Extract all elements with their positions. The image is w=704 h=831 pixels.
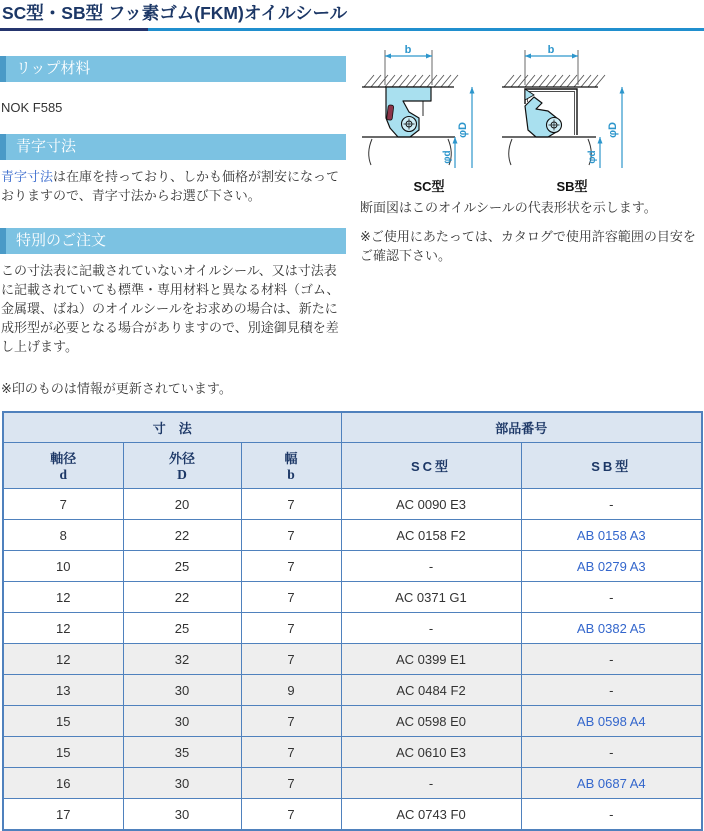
column-header-width [241, 443, 341, 489]
dimension-d-label: φd [587, 150, 598, 164]
blue-dimensions-paragraph [1, 167, 346, 205]
title-underline [0, 28, 704, 31]
cell-sc-part-number: - [341, 768, 521, 799]
cell-shaft-diameter: 13 [3, 675, 123, 706]
cell-outer-diameter: 20 [123, 489, 241, 520]
arrowhead-icon [385, 54, 391, 59]
cell-width: 7 [241, 706, 341, 737]
shaft-break-arc [509, 139, 512, 165]
sc-type-figure [360, 42, 498, 195]
left-column [0, 42, 346, 398]
table-row [3, 551, 702, 582]
cell-sb-part-number: - [521, 489, 702, 520]
usage-note: ※ご使用にあたっては、カタログで使用許容範囲の目安をご確認下さい。 [360, 229, 696, 263]
cell-shaft-diameter: 7 [3, 489, 123, 520]
dimension-b-label: b [547, 44, 555, 56]
cell-sc-part-number: AC 0090 E3 [341, 489, 521, 520]
cell-shaft-diameter: 12 [3, 613, 123, 644]
special-order-paragraph: この寸法表に記載されていないオイルシール、又は寸法表に記載されていても標準・専用材料と異なる材料（ゴム、金属環、ばね）のオイルシールをお求めの場合は、新たに成形型が必要となる場合がありますので、別途御見積を差し上げます。 [1, 263, 340, 354]
table-row [3, 737, 702, 768]
cell-sb-part-number: - [521, 799, 702, 831]
page-title: SC型・SB型 フッ素ゴム(FKM)オイルシール [2, 3, 348, 23]
table-row [3, 582, 702, 613]
table-row [3, 675, 702, 706]
section-header-blue-dimensions: 青字寸法 [0, 134, 346, 160]
cell-shaft-diameter: 15 [3, 706, 123, 737]
sb-type-label: SB型 [556, 179, 588, 194]
parts-table [2, 411, 703, 831]
cell-sb-part-number: - [521, 582, 702, 613]
table-row [3, 706, 702, 737]
section-header-special-order: 特別のご注文 [0, 228, 346, 254]
update-note: ※印のものは情報が更新されています。 [1, 381, 232, 396]
cell-shaft-diameter: 10 [3, 551, 123, 582]
title-underline-light-segment [148, 28, 704, 31]
cell-width: 7 [241, 520, 341, 551]
table-row [3, 644, 702, 675]
cell-width: 7 [241, 613, 341, 644]
cell-shaft-diameter: 12 [3, 644, 123, 675]
cell-sc-part-number: - [341, 613, 521, 644]
diagram-caption: 断面図はこのオイルシールの代表形状を示します。 [360, 200, 657, 215]
cell-sc-part-number: AC 0484 F2 [341, 675, 521, 706]
table-group-header-row [3, 412, 702, 443]
arrowhead-icon [572, 54, 578, 59]
cell-width: 7 [241, 582, 341, 613]
dimension-d-label: φd [442, 150, 453, 164]
content-area [0, 42, 704, 398]
cell-sc-part-number: AC 0399 E1 [341, 644, 521, 675]
arrowhead-icon [470, 87, 475, 94]
cell-sc-part-number: AC 0158 F2 [341, 520, 521, 551]
blue-dimensions-link[interactable]: 青字寸法 [1, 169, 54, 184]
diagram-area [360, 42, 704, 195]
table-row [3, 613, 702, 644]
cell-outer-diameter: 30 [123, 675, 241, 706]
shaft-break-arc [369, 139, 372, 165]
cell-sc-part-number: AC 0598 E0 [341, 706, 521, 737]
cell-outer-diameter: 22 [123, 582, 241, 613]
title-underline-dark-segment [0, 28, 148, 31]
dimension-D-label: φD [607, 122, 619, 138]
blue-dimensions-text: は在庫を持っており、しかも価格が割安になっておりますので、青字寸法からお選び下さい。 [1, 169, 340, 203]
cell-outer-diameter: 30 [123, 799, 241, 831]
group-header-dimensions: 寸 法 [3, 412, 341, 443]
column-header-shaft-diameter [3, 443, 123, 489]
lip-material-value: NOK F585 [1, 100, 63, 115]
table-row [3, 799, 702, 831]
column-label: 幅 [284, 451, 298, 466]
column-label: 外径 [168, 451, 195, 466]
sb-part-number-link[interactable]: AB 0158 A3 [521, 520, 702, 551]
cell-width: 7 [241, 799, 341, 831]
cell-shaft-diameter: 17 [3, 799, 123, 831]
sb-part-number-link[interactable]: AB 0279 A3 [521, 551, 702, 582]
column-symbol: d [59, 467, 67, 482]
sb-part-number-link[interactable]: AB 0598 A4 [521, 706, 702, 737]
cell-sb-part-number: - [521, 644, 702, 675]
group-header-part-numbers: 部品番号 [341, 412, 702, 443]
right-column [360, 42, 704, 398]
dimension-b-label: b [404, 44, 412, 56]
cell-shaft-diameter: 12 [3, 582, 123, 613]
cell-sb-part-number: - [521, 737, 702, 768]
cell-sc-part-number: AC 0743 F0 [341, 799, 521, 831]
cell-outer-diameter: 32 [123, 644, 241, 675]
cell-outer-diameter: 30 [123, 768, 241, 799]
dimension-D-label: φD [457, 122, 469, 138]
column-label: 軸径 [50, 451, 77, 466]
hatching [364, 75, 458, 87]
sb-type-figure [498, 42, 646, 195]
column-header-outer-diameter [123, 443, 241, 489]
cell-shaft-diameter: 16 [3, 768, 123, 799]
cell-width: 9 [241, 675, 341, 706]
cell-shaft-diameter: 15 [3, 737, 123, 768]
arrowhead-icon [598, 137, 603, 144]
cell-outer-diameter: 22 [123, 520, 241, 551]
cell-outer-diameter: 35 [123, 737, 241, 768]
cell-outer-diameter: 25 [123, 613, 241, 644]
hatching [504, 75, 605, 87]
table-row [3, 768, 702, 799]
cell-shaft-diameter: 8 [3, 520, 123, 551]
column-header-sb-type: SB型 [521, 443, 702, 489]
column-header-sc-type: SC型 [341, 443, 521, 489]
sb-part-number-link[interactable]: AB 0687 A4 [521, 768, 702, 799]
arrowhead-icon [525, 54, 531, 59]
cell-width: 7 [241, 737, 341, 768]
table-row [3, 489, 702, 520]
cell-width: 7 [241, 768, 341, 799]
cell-outer-diameter: 25 [123, 551, 241, 582]
cell-width: 7 [241, 551, 341, 582]
table-column-header-row [3, 443, 702, 489]
cell-sb-part-number: - [521, 675, 702, 706]
cell-outer-diameter: 30 [123, 706, 241, 737]
table-row [3, 520, 702, 551]
arrowhead-icon [426, 54, 432, 59]
column-symbol: b [287, 467, 295, 482]
cell-width: 7 [241, 644, 341, 675]
arrowhead-icon [620, 87, 625, 94]
table-body [3, 489, 702, 831]
sc-type-label: SC型 [413, 179, 445, 194]
sb-type-diagram [498, 42, 646, 170]
section-header-lip-material: リップ材料 [0, 56, 346, 82]
sb-part-number-link[interactable]: AB 0382 A5 [521, 613, 702, 644]
column-symbol: D [177, 467, 187, 482]
cell-sc-part-number: AC 0610 E3 [341, 737, 521, 768]
sc-type-diagram [360, 42, 498, 170]
cell-sc-part-number: - [341, 551, 521, 582]
cell-width: 7 [241, 489, 341, 520]
cell-sc-part-number: AC 0371 G1 [341, 582, 521, 613]
